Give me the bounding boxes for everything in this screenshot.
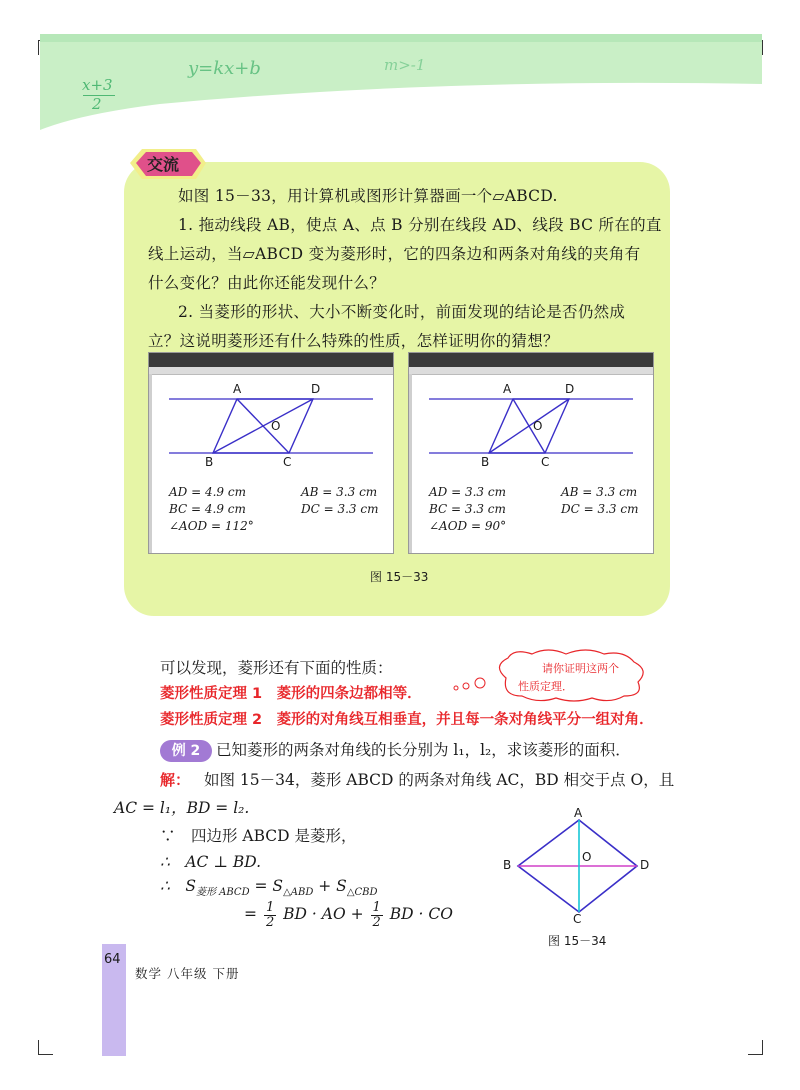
measure-dc: DC = 3.3 cm xyxy=(301,502,379,516)
point-label-o: O xyxy=(271,419,281,433)
point-label-d: D xyxy=(311,382,321,396)
header-formula-fraction-num: x+3 xyxy=(82,76,113,94)
fig2-point-a: A xyxy=(574,806,583,820)
exchange-q2-line2: 立？这说明菱形还有什么特殊的性质，怎样证明你的猜想？ xyxy=(148,332,559,350)
example-2-badge: 例 2 xyxy=(160,740,212,762)
measure-ad: AD = 3.3 cm xyxy=(429,485,506,499)
example-2-problem: 已知菱形的两条对角线的长分别为 l₁，l₂，求该菱形的面积． xyxy=(216,741,631,759)
exchange-tag-label: 交流 xyxy=(147,155,180,174)
frac-num: 1 xyxy=(372,899,381,915)
page-number: 64 xyxy=(104,952,121,967)
header-formula-fraction-den: 2 xyxy=(92,95,102,113)
point-label-c: C xyxy=(541,455,550,469)
frac-num: 1 xyxy=(265,899,275,915)
area-sub-abd: △ABD xyxy=(283,887,314,899)
fig2-point-d: D xyxy=(640,858,650,872)
measure-ad: AD = 4.9 cm xyxy=(169,485,246,499)
cloud-text-line1: 请你证明这两个 xyxy=(542,662,619,675)
exchange-intro: 如图 15－33，用计算机或图形计算器画一个▱ABCD. xyxy=(178,187,558,205)
fig2-point-b: B xyxy=(503,858,512,872)
measure-angle-aod: ∠AOD = 112° xyxy=(169,519,254,533)
figure-screen-1 xyxy=(148,352,394,554)
crop-mark-bottom-left xyxy=(38,1040,53,1055)
exchange-q1-line3: 什么变化？由此你还能发现什么？ xyxy=(148,274,386,292)
crop-mark-bottom-right xyxy=(748,1040,763,1055)
measure-ab: AB = 3.3 cm xyxy=(301,485,378,499)
exchange-q1-line1: 1. 拖动线段 AB，使点 A、点 B 分别在线段 AD、线段 BC 所在的直 xyxy=(178,216,662,234)
measure-dc: DC = 3.3 cm xyxy=(561,502,639,516)
rhombus-figure-15-34 xyxy=(500,808,660,928)
point-label-b: B xyxy=(481,455,490,469)
fraction-half-1 xyxy=(264,901,276,930)
point-label-d: D xyxy=(565,382,575,396)
theorem-2: 菱形性质定理 2 菱形的对角线互相垂直，并且每一条对角线平分一组对角． xyxy=(160,712,654,728)
exchange-q1-line2: 线上运动，当▱ABCD 变为菱形时，它的四条边和两条对角线的夹角有 xyxy=(148,245,641,263)
theorem-1: 菱形性质定理 1 菱形的四条边都相等． xyxy=(160,686,422,702)
solution-line-1: 如图 15－34，菱形 ABCD 的两条对角线 AC，BD 相交于点 O，且 xyxy=(204,771,675,789)
exchange-q2-line1: 2. 当菱形的形状、大小不断变化时，前面发现的结论是否仍然成 xyxy=(178,303,626,321)
solution-line-2: AC = l₁，BD = l₂. xyxy=(114,799,250,817)
measure-ab: AB = 3.3 cm xyxy=(561,485,638,499)
header-band xyxy=(40,34,762,134)
area-sub-cbd: △CBD xyxy=(346,887,378,899)
properties-lead: 可以发现，菱形还有下面的性质： xyxy=(160,659,393,677)
measure-bc: BC = 4.9 cm xyxy=(169,502,246,516)
area-s-rhombus: ∴ S xyxy=(160,877,196,895)
halves-term-2: BD · CO xyxy=(389,905,453,923)
measure-angle-aod: ∠AOD = 90° xyxy=(429,519,507,533)
fig2-point-c: C xyxy=(573,912,582,926)
step-therefore-perp: ∴ AC ⊥ BD. xyxy=(160,853,262,871)
halves-term-1: BD · AO + xyxy=(283,905,364,923)
step-because: ∵ 四边形 ABCD 是菱形， xyxy=(160,827,357,845)
figure-15-33-caption: 图 15－33 xyxy=(370,570,429,584)
frac-den: 2 xyxy=(372,914,381,930)
book-title: 数学 八年级 下册 xyxy=(135,966,240,981)
thought-cloud xyxy=(448,648,658,704)
fig2-point-o: O xyxy=(582,850,592,864)
point-label-o: O xyxy=(533,419,543,433)
point-label-b: B xyxy=(205,455,214,469)
fraction-half-2 xyxy=(371,901,383,930)
area-eq-s: = S xyxy=(249,877,284,895)
area-sub-rhombus: 菱形 ABCD xyxy=(195,887,250,899)
cloud-text-line2: 性质定理． xyxy=(518,680,573,693)
point-label-a: A xyxy=(503,382,512,396)
header-formula-inequality: m>-1 xyxy=(384,56,426,74)
measure-bc: BC = 3.3 cm xyxy=(429,502,506,516)
step-area-halves xyxy=(244,900,453,930)
solution-label: 解： xyxy=(160,771,191,789)
point-label-a: A xyxy=(233,382,242,396)
point-label-c: C xyxy=(283,455,292,469)
area-plus-s: + S xyxy=(313,877,347,895)
frac-den: 2 xyxy=(265,914,275,930)
figure-15-34-caption: 图 15－34 xyxy=(548,934,607,948)
header-formula-linear: y=kx+b xyxy=(188,58,261,79)
figure-screen-2 xyxy=(408,352,654,554)
halves-eq: = xyxy=(244,905,257,923)
